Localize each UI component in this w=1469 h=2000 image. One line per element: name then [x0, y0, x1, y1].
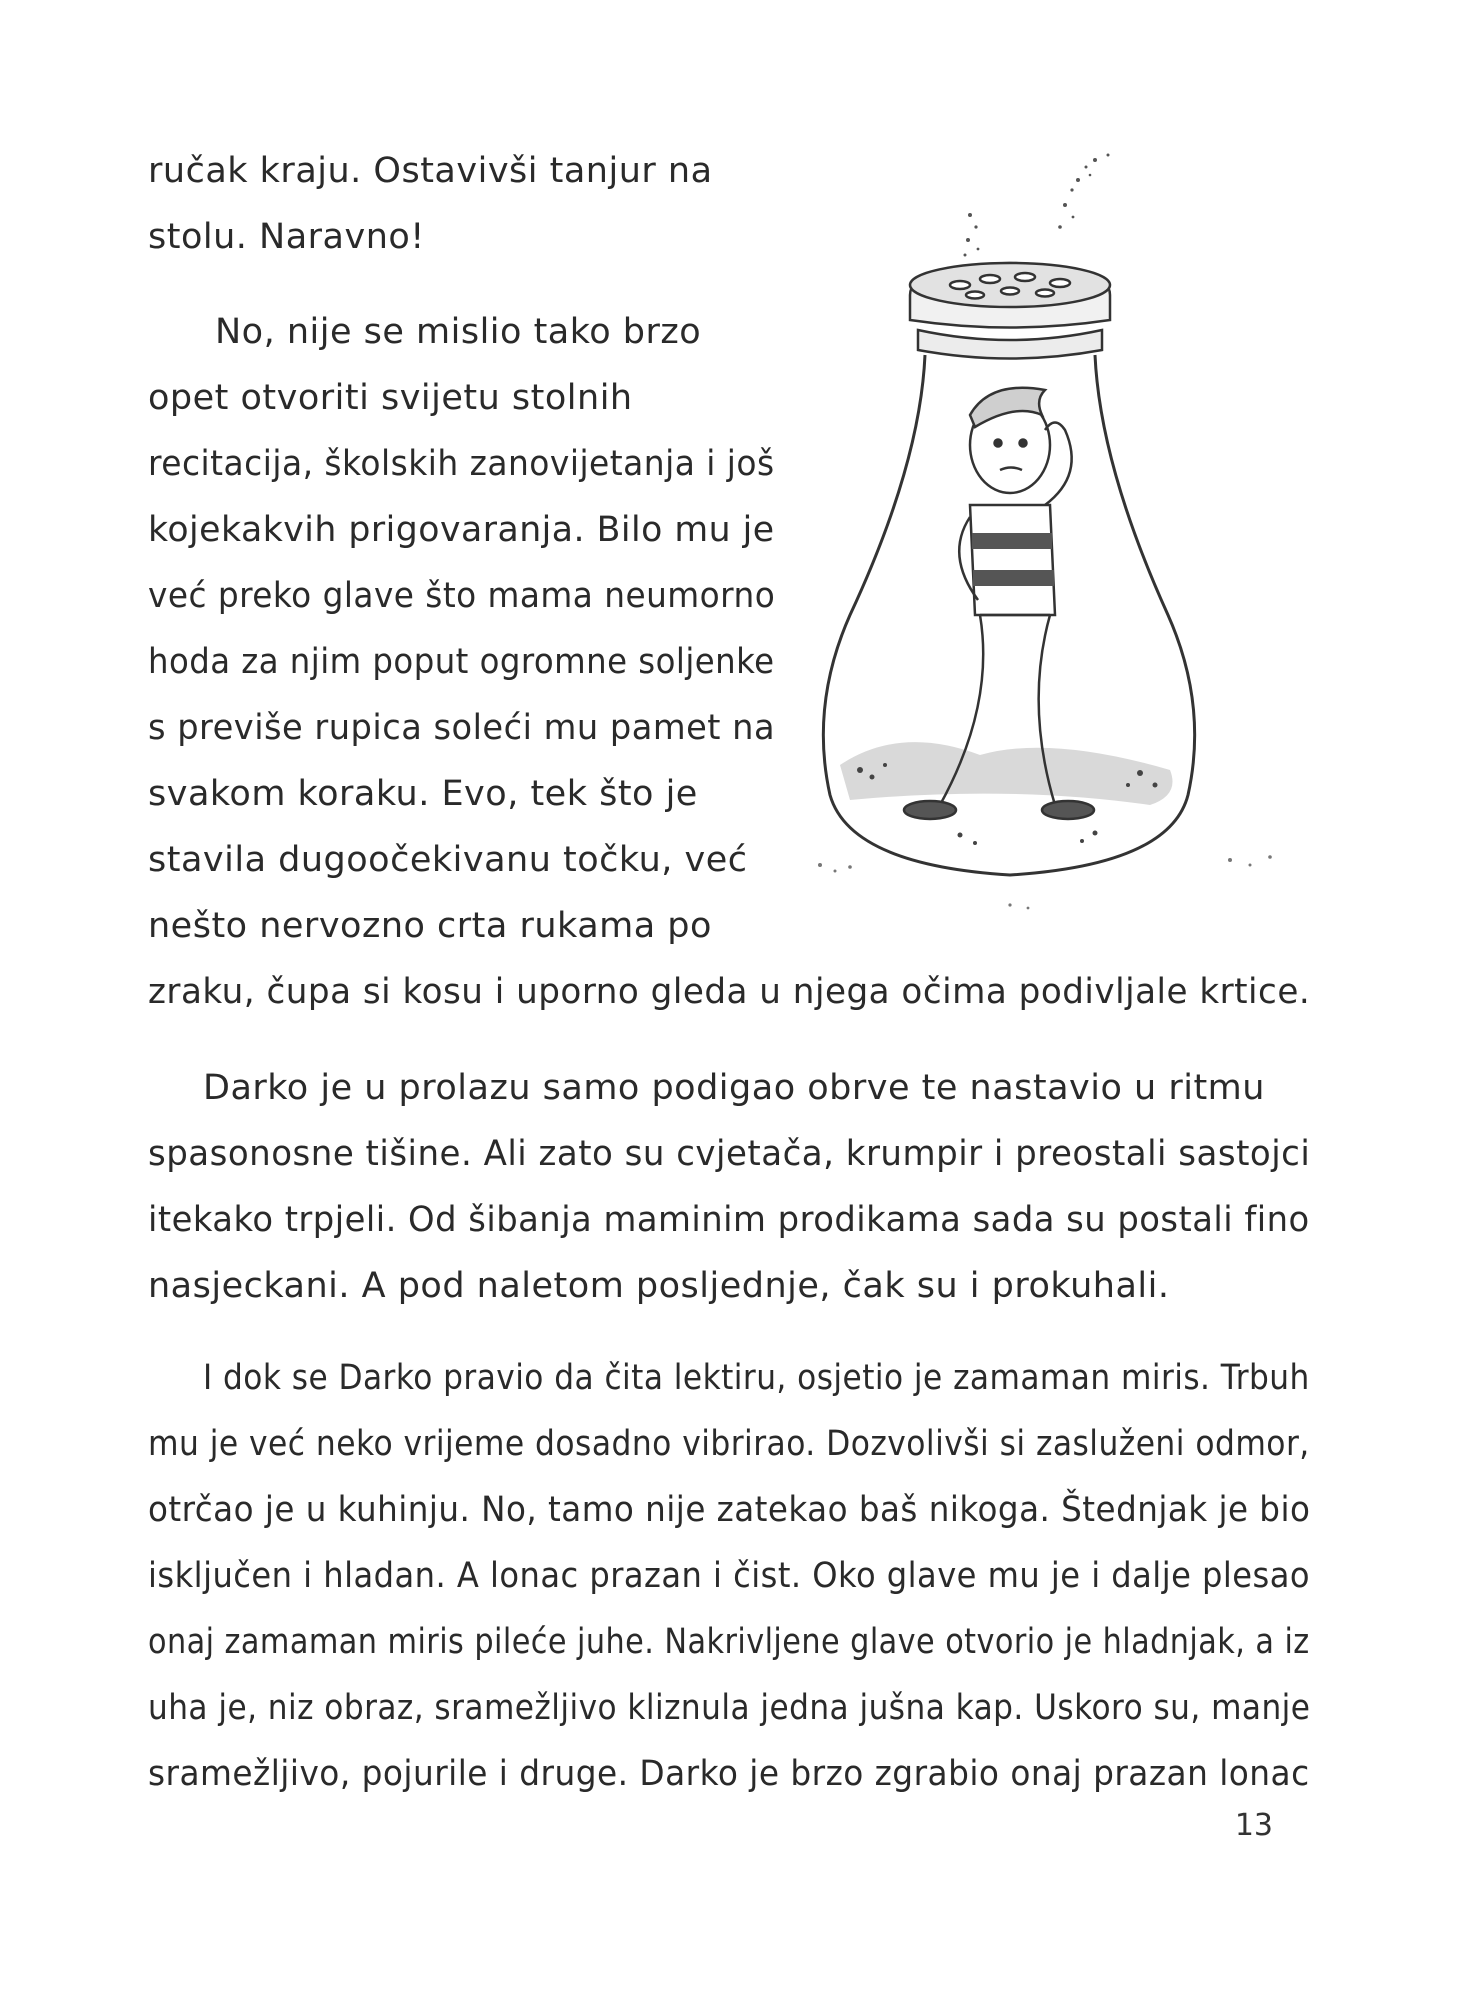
text-line: isključen i hladan. A lonac prazan i čist. Oko glave mu je i dalje plesao — [148, 1556, 1311, 1596]
text-line: uha je, niz obraz, sramežljivo kliznula jedna jušna kap. Uskoro su, manje — [148, 1688, 1311, 1728]
text-line: opet otvoriti svijetu stolnih — [148, 378, 633, 418]
text-line: svakom koraku. Evo, tek što je — [148, 774, 698, 814]
text-line: zraku, čupa si kosu i uporno gleda u njega očima podivljale krtice. — [148, 972, 1311, 1012]
text-line: I dok se Darko pravio da čita lektiru, osjetio je zamaman miris. Trbuh — [203, 1358, 1310, 1398]
text-line: kojekakvih prigovaranja. Bilo mu je — [148, 510, 775, 550]
text-line: ručak kraju. Ostavivši tanjur na — [148, 151, 713, 191]
page-number: 13 — [1234, 1808, 1273, 1843]
salt-sprinkles — [964, 154, 1110, 257]
text-line: No, nije se mislio tako brzo — [215, 312, 702, 352]
text-line: otrčao je u kuhinju. No, tamo nije zatekao baš nikoga. Štednjak je bio — [148, 1490, 1311, 1530]
text-line: mu je već neko vrijeme dosadno vibrirao. Dozvolivši si zasluženi odmor, — [148, 1424, 1310, 1464]
text-line: recitacija, školskih zanovijetanja i još — [148, 444, 775, 484]
text-line: nasjeckani. A pod naletom posljednje, čak su i prokuhali. — [148, 1266, 1170, 1306]
text-line: nešto nervozno crta rukama po — [148, 906, 712, 946]
text-line: hoda za njim poput ogromne soljenke — [148, 642, 775, 682]
text-line: već preko glave što mama neumorno — [148, 576, 776, 616]
shaker-cap — [910, 263, 1110, 359]
salt-pile — [840, 742, 1173, 845]
text-line: stolu. Naravno! — [148, 217, 425, 257]
text-line: sramežljivo, pojurile i druge. Darko je brzo zgrabio onaj prazan lonac — [148, 1754, 1310, 1794]
text-line: s previše rupica soleći mu pamet na — [148, 708, 776, 748]
text-line: spasonosne tišine. Ali zato su cvjetača, krumpir i preostali sastojci — [148, 1134, 1311, 1174]
text-line: onaj zamaman miris pileće juhe. Nakrivljene glave otvorio je hladnjak, a iz — [148, 1622, 1310, 1662]
salt-shaker-illustration — [810, 145, 1330, 935]
text-line: Darko je u prolazu samo podigao obrve te nastavio u ritmu — [203, 1068, 1265, 1108]
text-line: stavila dugoočekivanu točku, već — [148, 840, 748, 880]
text-line: itekako trpjeli. Od šibanja maminim prodikama sada su postali fino — [148, 1200, 1310, 1240]
